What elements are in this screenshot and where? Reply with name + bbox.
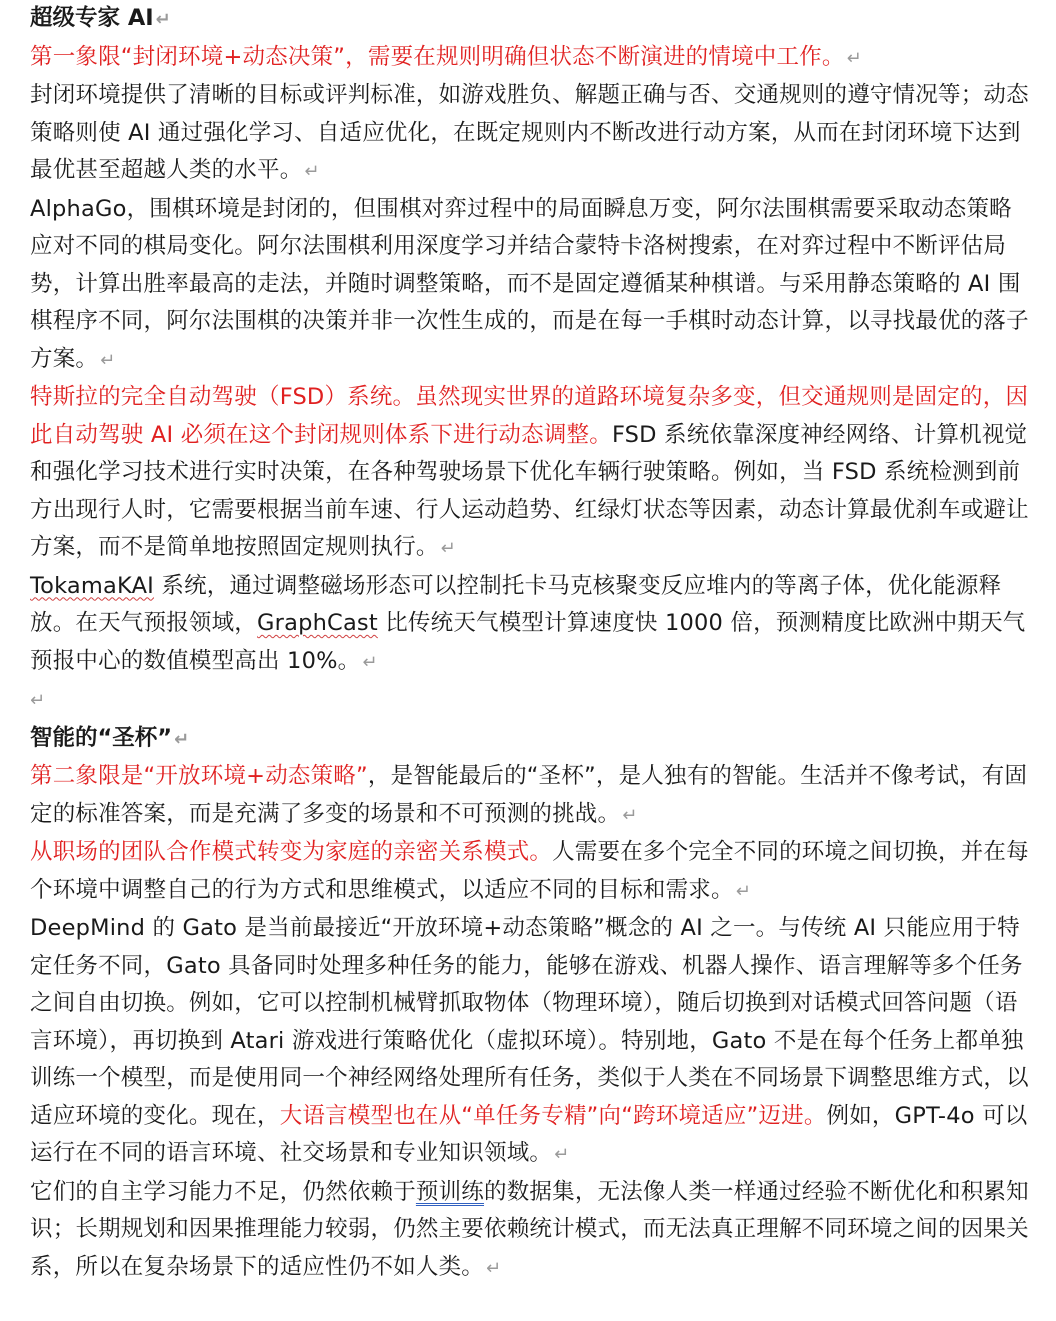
gato-paragraph: DeepMind 的 Gato 是当前最接近“开放环境+动态策略”概念的 AI 之一。与传统 AI 只能应用于特定任务不同，Gato 具备同时处理多种任务的能力，能够在游戏、机器人操作、语言理解等多个任务之间自由切换。例如，它可以控制机械臂抓取物体（物理环境），随后切换到对话模式回答问题（语言环境），再切换到 Atari 游戏进行策略优化（虚拟环境）。特别地，Gato 不是在每个任务上都单独训练一个模型，而是使用同一个神经网络处理所有任务，类似于人类在不同场景下调整思维方式，以适应环境的变化。现在，大语言模型也在从“单任务专精”向“跨环境适应”迈进。例如，GPT-4o 可以运行在不同的语言环境、社交场景和专业知识领域。 ↵ [30, 915, 1029, 1166]
paragraph-mark-icon: ↵ [440, 538, 456, 559]
quadrant-one-paragraph [30, 39, 1030, 78]
spellcheck-word[interactable]: TokamaKAI [30, 572, 155, 599]
section-heading-super-expert: 超级专家 AI ↵ [30, 5, 171, 31]
highlight-text: 第一象限“封闭环境+动态决策”，需要在规则明确但状态不断演进的情境中工作。 [30, 43, 845, 70]
paragraph-mark-icon: ↵ [174, 728, 190, 750]
tesla-fsd-paragraph: 特斯拉的完全自动驾驶（FSD）系统。虽然现实世界的道路环境复杂多变，但交通规则是固定的，因此自动驾驶 AI 必须在这个封闭规则体系下进行动态调整。FSD 系统依靠深度神经网络、计算机视觉和强化学习技术进行实时决策，在各种驾驶场景下优化车辆行驶策略。例如，当 FSD 系统检测到前方出现行人时，它需要根据当前车速、行人运动趋势、红绿灯状态等因素，动态计算最优刹车或避让方案，而不是简单地按照固定规则执行。 ↵ [30, 384, 1029, 560]
paragraph-mark-icon: ↵ [155, 9, 171, 30]
paragraph-mark-icon: ↵ [622, 804, 638, 826]
paragraph-mark-icon: ↵ [304, 161, 320, 182]
highlight-text: 大语言模型也在从“单任务专精”向“跨环境适应”迈进。 [279, 1102, 827, 1129]
section-heading-holy-grail: 智能的“圣杯” ↵ [30, 724, 190, 751]
limitations-paragraph: 它们的自主学习能力不足，仍然依赖于预训练的数据集，无法像人类一样通过经验不断优化和积累知识；长期规划和因果推理能力较弱，仍然主要依赖统计模式，而无法真正理解不同环境之间的因果关系，所以在复杂场景下的适应性仍不如人类。 ↵ [30, 1178, 1029, 1280]
paragraph-mark-icon: ↵ [100, 349, 116, 371]
highlight-text: 特斯拉的完全自动驾驶（FSD）系统。虽然现实世界的道路环境复杂多变，但交通规则是固定的，因此自动驾驶 AI 必须在这个封闭规则体系下进行动态调整。 [30, 384, 1029, 448]
document-page [30, 0, 1030, 1287]
tokamakai-paragraph: TokamaKAI 系统，通过调整磁场形态可以控制托卡马克核聚变反应堆内的等离子体，优化能源释放。在天气预报领域，GraphCast 比传统天气模型计算速度快 1000 倍，预测精度比欧洲中期天气预报中心的数值模型高出 10%。 ↵ [30, 572, 1026, 674]
paragraph-mark-icon: ↵ [486, 1257, 502, 1279]
paragraph-mark-icon: ↵ [735, 880, 751, 902]
quadrant-two-paragraph: 第二象限是“开放环境+动态策略”，是智能最后的“圣杯”，是人独有的智能。生活并不像考试，有固定的标准答案，而是充满了多变的场景和不可预测的挑战。 ↵ [30, 763, 1028, 827]
paragraph-mark-icon: ↵ [846, 47, 862, 69]
closed-environment-paragraph: 封闭环境提供了清晰的目标或评判标准，如游戏胜负、解题正确与否、交通规则的遵守情况等；动态策略则使 AI 通过强化学习、自适应优化，在既定规则内不断改进行动方案，从而在封闭环境下达到最优甚至超越人类的水平。 ↵ [30, 82, 1029, 183]
paragraph-mark-icon: ↵ [30, 690, 46, 711]
highlight-text: 第二象限是“开放环境+动态策略” [30, 763, 368, 789]
empty-paragraph [30, 681, 1030, 720]
paragraph-mark-icon: ↵ [362, 651, 378, 673]
grammar-check-word[interactable]: 预训练 [415, 1178, 485, 1205]
workplace-family-paragraph: 从职场的团队合作模式转变为家庭的亲密关系模式。人需要在多个完全不同的环境之间切换，并在每个环境中调整自己的行为方式和思维模式，以适应不同的目标和需求。 ↵ [30, 839, 1029, 903]
spellcheck-word[interactable]: GraphCast [257, 610, 378, 636]
paragraph-mark-icon: ↵ [554, 1144, 570, 1165]
alphago-paragraph: AlphaGo，围棋环境是封闭的，但围棋对弈过程中的局面瞬息万变，阿尔法围棋需要采取动态策略应对不同的棋局变化。阿尔法围棋利用深度学习并结合蒙特卡洛树搜索，在对弈过程中不断评估局势，计算出胜率最高的走法，并随时调整策略，而不是固定遵循某种棋谱。与采用静态策略的 AI 围棋程序不同，阿尔法围棋的决策并非一次性生成的，而是在每一手棋时动态计算，以寻找最优的落子方案。 ↵ [30, 195, 1029, 372]
highlight-text: 从职场的团队合作模式转变为家庭的亲密关系模式。 [30, 839, 553, 865]
